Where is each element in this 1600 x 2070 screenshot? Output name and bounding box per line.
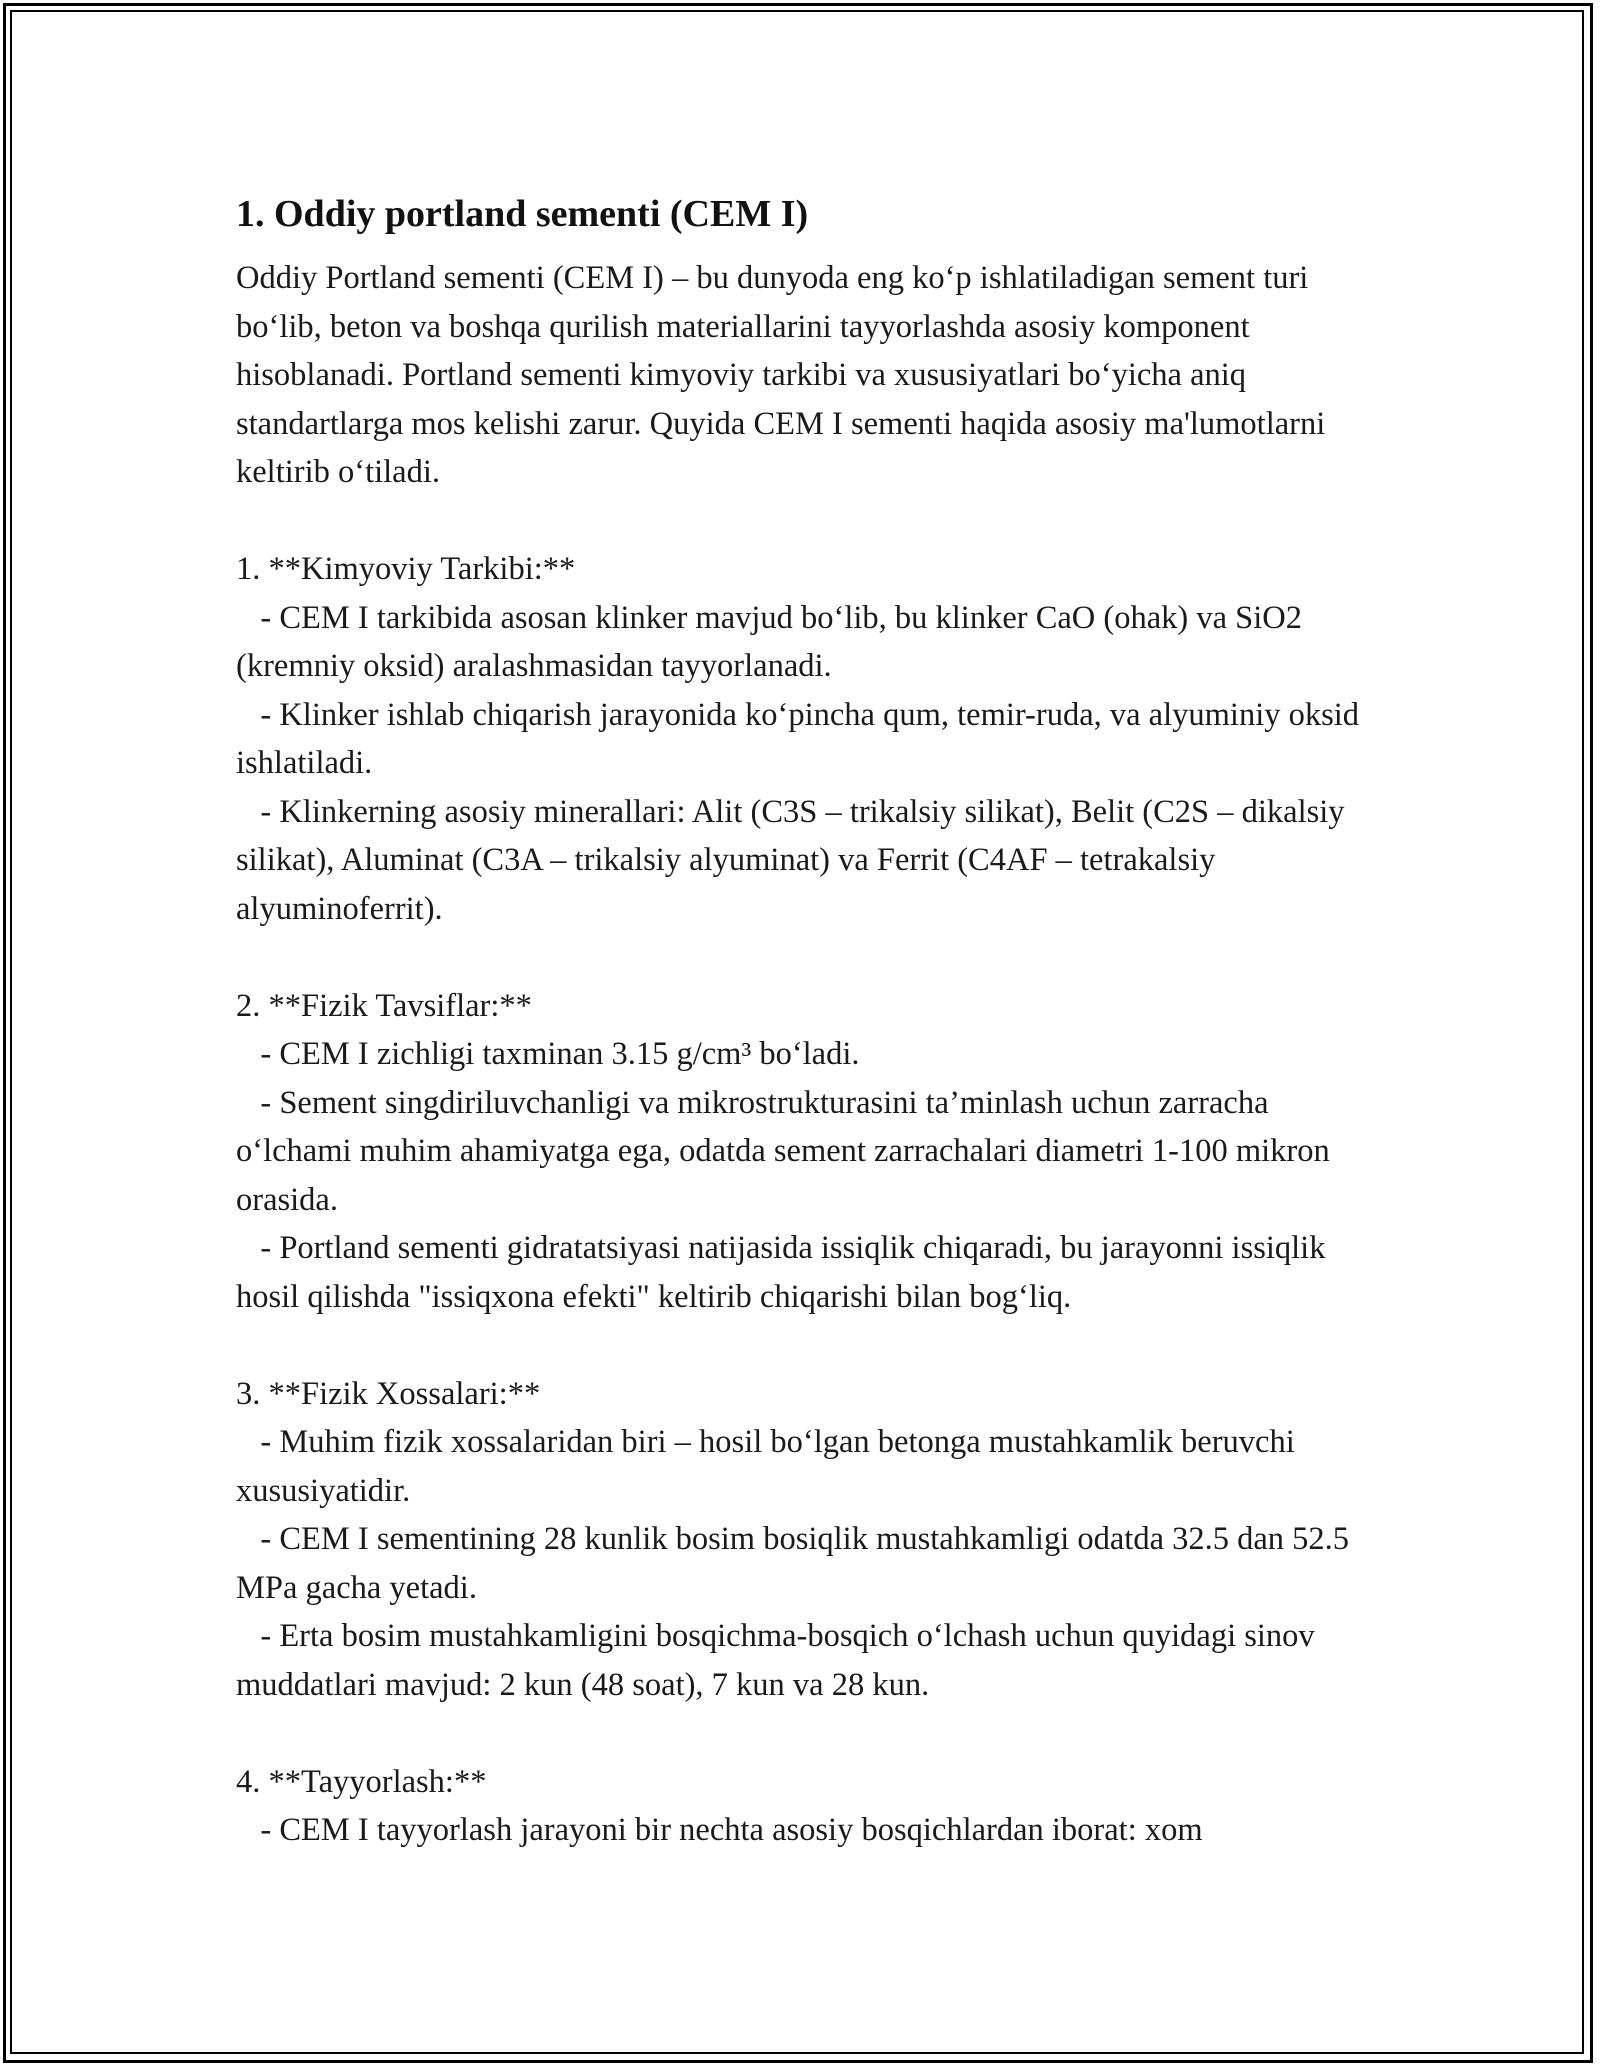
list-item: - Klinker ishlab chiqarish jarayonida ko‘pincha qum, temir-ruda, va alyuminiy oksid ishlatiladi.: [236, 696, 1368, 781]
section-heading: 2. **Fizik Tavsiflar:**: [236, 987, 532, 1024]
section-tayyorlash: [236, 1758, 1386, 1855]
list-item: - Sement singdiriluvchanligi va mikrostrukturasini ta’minlash uchun zarracha o‘lchami muhim ahamiyatga ega, odatda sement zarrachalari diametri 1-100 mikron orasida.: [236, 1084, 1338, 1218]
list-item: - CEM I tayyorlash jarayoni bir nechta asosiy bosqichlardan iborat: xom: [236, 1812, 1203, 1848]
list-item: - CEM I sementining 28 kunlik bosim bosiqlik mustahkamligi odatda 32.5 dan 52.5 MPa gacha yetadi.: [236, 1521, 1358, 1606]
list-item: - Portland sementi gidratatsiyasi natijasida issiqlik chiqaradi, bu jarayonni issiqlik hosil qilishda "issiqxona efekti" keltirib chiqarishi bilan bog‘liq.: [236, 1230, 1334, 1315]
document-title: 1. Oddiy portland sementi (CEM I): [236, 193, 809, 235]
list-item: - CEM I tarkibida asosan klinker mavjud bo‘lib, bu klinker CaO (ohak) va SiO2 (kremniy oksid) aralashmasidan tayyorlanadi.: [236, 599, 1311, 684]
intro-paragraph: Oddiy Portland sementi (CEM I) – bu dunyoda eng ko‘p ishlatiladigan sement turi bo‘lib, beton va boshqa qurilish materiallarini tayyorlashda asosiy komponent hisoblanadi. Portland sementi kimyoviy tarkibi va xususiyatlari bo‘yicha aniq standartlarga mos kelishi zarur. Quyida CEM I sementi haqida asosiy ma'lumotlarni keltirib o‘tiladi.: [236, 260, 1326, 490]
section-fizik-tavsiflar: [236, 982, 1386, 1322]
document-body: [236, 188, 1386, 1855]
list-item: - CEM I zichligi taxminan 3.15 g/cm³ bo‘ladi.: [236, 1036, 860, 1072]
section-heading: 1. **Kimyoviy Tarkibi:**: [236, 551, 576, 587]
list-item: - Erta bosim mustahkamligini bosqichma-bosqich o‘lchash uchun quyidagi sinov muddatlari mavjud: 2 kun (48 soat), 7 kun va 28 kun.: [236, 1618, 1323, 1703]
section-heading: 4. **Tayyorlash:**: [236, 1763, 487, 1800]
list-item: - Muhim fizik xossalaridan biri – hosil bo‘lgan betonga mustahkamlik beruvchi xususiyatidir.: [236, 1424, 1303, 1509]
section-fizik-xossalari: [236, 1370, 1386, 1710]
section-heading: 3. **Fizik Xossalari:**: [236, 1375, 541, 1412]
list-item: - Klinkerning asosiy minerallari: Alit (C3S – trikalsiy silikat), Belit (C2S – dikalsiy silikat), Aluminat (C3A – trikalsiy alyuminat) va Ferrit (C4AF – tetrakalsiy alyuminoferrit).: [236, 793, 1353, 927]
section-kimyoviy-tarkibi: [236, 545, 1386, 933]
